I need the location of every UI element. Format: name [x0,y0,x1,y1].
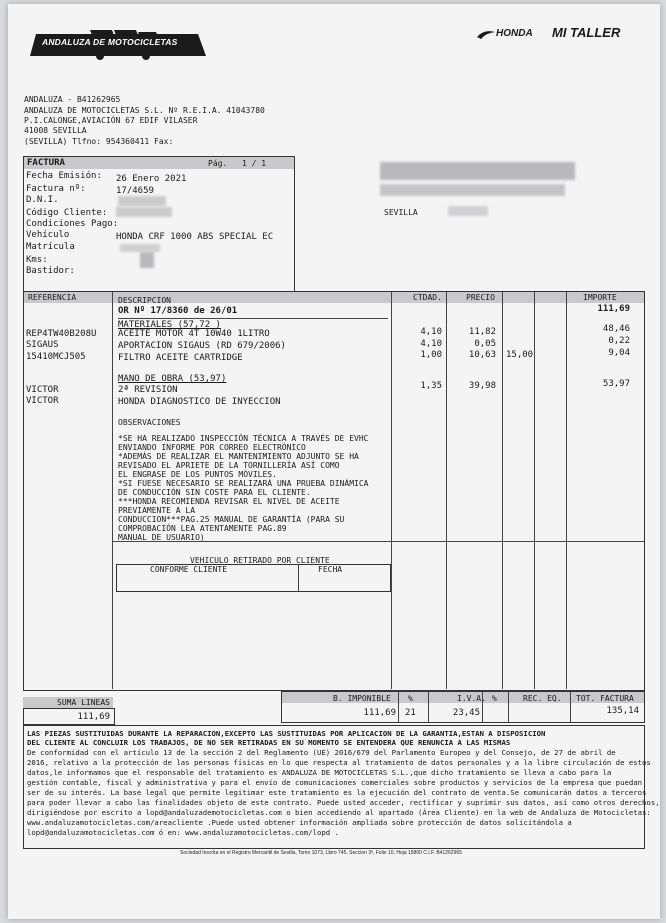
invoice-row-label: Condiciones Pago: [26,219,119,229]
items-table [23,291,645,691]
column-divider [534,292,535,689]
observacion-line: ENVIANDO INFORME POR CORREO ELECTRÓNICO [118,443,306,452]
legal-line: datos,le informamos que el responsable del tratamiento es ANDALUZA DE MOTOCICLETAS S.L.,que dicho tratamiento se lleva a cabo para la [27,768,612,777]
header-descripcion: DESCRIPCION [118,296,171,305]
page-label: Pág. [208,159,228,168]
line-discount: 15,00 [506,350,534,360]
fecha-label: FECHA [318,565,343,574]
legal-line: lopd@andaluzamotocicletas.com ó en: www.andaluzamotocicletas.com/lopd . [27,828,339,837]
legal-line: 2016, relativo a la protección de las personas físicas en lo que respecta al tratamiento de datos personales y a la libre circulación de estos [27,758,651,767]
labor-price: 39,98 [468,381,496,391]
observaciones-label: OBSERVACIONES [118,418,181,427]
signature-divider [298,564,299,591]
observacion-line: ***HONDA RECOMIENDA REVISAR EL NIVEL DE ACEITE [118,497,340,506]
legal-line: www.andaluzamotocicletas.com/areacliente .Puede usted obtener información ampliada sobre protección de datos solicitándola a [27,818,572,827]
iva-value: 23,45 [452,708,480,718]
page-value: 1 / 1 [242,159,267,168]
invoice-row-label: Factura nº: [26,184,86,194]
labor-ref: VICTOR [26,385,59,395]
rec-label: REC. EQ. [523,694,562,703]
observacion-line: *SE HA REALIZADO INSPECCIÓN TÉCNICA A TRAVÉS DE EVHC [118,434,369,443]
observacion-line: COMPROBACIÓN LEA ATENTAMENTE PAG.89 [118,524,287,533]
line-ref: REP4TW40B208U [26,329,97,339]
suma-label: SUMA LINEAS [57,698,110,707]
labor-amount: 53,97 [602,379,630,389]
labor-desc: 2ª REVISION [118,385,178,395]
totals-divider [508,692,509,722]
pct-label: % [408,694,413,703]
legal-line: DEL CLIENTE AL CONCLUIR LOS TRABAJOS, DE NO SER RETIRADAS EN SU MOMENTO SE ENTENDERA QUE RENUNCIA A LAS MISMAS [27,738,511,747]
vehicle-value: HONDA CRF 1000 ABS SPECIAL EC [116,232,274,242]
base-value: 111,69 [363,708,396,718]
or-total: 111,69 [597,304,630,314]
conforme-label: CONFORME CLIENTE [150,565,228,574]
line-qty: 4,10 [420,339,442,349]
column-divider [391,292,392,689]
line-qty: 4,10 [420,327,442,337]
legal-line: para poder llevar a cabo las finalidades objeto de este contrato. Puede usted acceder, rectificar y suprimir sus datos, así como otros derechos, [27,798,660,807]
or-underline [118,318,388,319]
redacted-client-code [116,207,172,217]
line-desc: APORTACION SIGAUS (RD 679/2006) [118,341,286,351]
legal-line: gestión contable, fiscal y administrativa y para el envío de comunicaciones comerciales sobre productos y servicios de la empresa que puedan [27,778,643,787]
invoice-row-label: Código Cliente: [26,208,108,218]
total-label: TOT. FACTURA [576,694,634,703]
logo-text: ANDALUZA DE MOTOCICLETAS [42,37,178,47]
honda-mi-taller-logo [476,25,636,41]
invoice-row-label: Kms: [26,255,48,265]
signature-divider [112,541,644,542]
line-amount: 48,46 [602,324,630,334]
observacion-line: EL ENGRASE DE LOS PUNTOS MÓVILES. [118,470,277,479]
or-line: OR Nº 17/8360 de 26/01 [118,306,238,316]
line-desc: ACEITE MOTOR 4T 10W40 1LITRO [118,329,270,339]
base-label: B. IMPONIBLE [333,694,391,703]
legal-line: dirigiéndose por escrito a lopd@andaluzademotocicletas.com o bien accediendo al apartado (Área Cliente) en la web de Andaluza de Motocicletas: [27,808,651,817]
line-amount: 9,04 [608,348,630,358]
observacion-line: *SI FUESE NECESARIO SE REALIZARÁ UNA PRUEBA DINÁMICA [118,479,369,488]
totals-divider [428,692,429,722]
items-table-header [24,292,644,303]
company-line-5: (SEVILLA) Tlfno: 954360411 Fax: [24,137,174,146]
totals-divider [398,692,399,722]
redacted-dni [118,196,166,206]
legal-line: ser de su interés. La base legal que permite legitimar este tratamiento es la ejecución del contrato de venta.Se comunicarán datos a terceros [27,788,647,797]
iva-label: I.V.A. [457,694,486,703]
total-value: 135,14 [606,706,639,716]
header-ctdad: CTDAD. [413,293,442,302]
line-ref: 15410MCJ505 [26,352,86,362]
legal-line: De conformidad con el artículo 13 de la sección 2 del Reglamento (UE) 2016/679 del Parlamento Europeo y del Consejo, de 27 de abril de [27,748,616,757]
observacion-line: CONDUCCION***PAG.25 MANUAL DE GARANTÍA (PARA SU [118,515,345,524]
header-precio: PRECIO [466,293,495,302]
mi-taller-text: MI TALLER [552,25,621,40]
company-line-3: P.I.CALONGE,AVIACIÓN 67 EDIF VILASER [24,116,198,125]
column-divider [446,292,447,689]
redacted-client-address [380,184,565,196]
observacion-line: REVISADO EL APRIETE DE LA TORNILLERÍA ASÍ COMO [118,461,340,470]
materiales-label: MATERIALES (57,72 ) [118,320,221,330]
redacted-kms [140,252,154,268]
invoice-number: 17/4659 [116,186,154,196]
redacted-plate [120,244,160,252]
pct2-label: % [492,694,497,703]
header-referencia: REFERENCIA [28,293,77,302]
invoice-page [8,4,660,919]
observacion-line: *ADEMÁS DE REALIZAR EL MANTENIMIENTO ADJUNTO SE HA [118,452,359,461]
registry-footer: Sociedad Inscrita en el Registro Mercantil de Sevilla, Tomo 1073, Libro 745, Seccion 3ª, Folio 10, Hoja 15800 C.I.F. B41262965 [180,850,462,856]
redacted-client-postal [448,206,488,216]
invoice-row-label: Fecha Emisión: [26,171,102,181]
labor-desc: HONDA DIAGNOSTICO DE INYECCION [118,397,281,407]
invoice-row-label: Bastidor: [26,266,75,276]
company-line-1: ANDALUZA - B41262965 [24,95,121,104]
line-price: 11,82 [468,327,496,337]
observacion-line: PREVIAMENTE A LA [118,506,196,515]
legal-line: LAS PIEZAS SUSTITUIDAS DURANTE LA REPARACION,EXCEPTO LAS SUSTITUIDAS POR APLICACION DE LA GARANTIA,ESTAN A DISPOSICION [27,729,546,738]
labor-qty: 1,35 [420,381,442,391]
column-divider [566,292,567,689]
line-qty: 1,00 [420,350,442,360]
line-price: 10,63 [468,350,496,360]
labor-ref: VICTOR [26,396,59,406]
retirado-label: VEHICULO RETIRADO POR CLIENTE [190,556,330,565]
invoice-row-label: D.N.I. [26,195,59,205]
suma-value: 111,69 [77,712,110,722]
column-divider [502,292,503,689]
mano-obra-label: MANO DE OBRA (53,97) [118,374,227,384]
header-importe: IMPORTE [583,293,617,302]
invoice-title: FACTURA [27,158,65,168]
line-price: 0,05 [474,339,496,349]
column-divider [112,292,113,689]
client-city: SEVILLA [384,208,418,217]
company-line-2: ANDALUZA DE MOTOCICLETAS S.L. Nº R.E.I.A. 41043780 [24,106,265,115]
line-desc: FILTRO ACEITE CARTRIDGE [118,353,243,363]
line-ref: SIGAUS [26,340,59,350]
andaluza-logo [30,26,210,60]
invoice-row-label: Matrícula [26,242,75,252]
observacion-line: MANUAL DE USUARIO) [118,533,205,542]
invoice-row-label: Vehículo [26,230,70,240]
redacted-client-name [380,162,575,180]
pct-value: 21 [405,708,416,718]
company-line-4: 41008 SEVILLA [24,126,87,135]
honda-brand: HONDA [496,28,533,39]
observacion-line: DE CONDUCCIÓN SIN COSTE PARA EL CLIENTE. [118,488,311,497]
line-amount: 0,22 [608,336,630,346]
totals-divider [570,692,571,722]
invoice-date: 26 Enero 2021 [116,174,187,184]
honda-wing-icon [476,28,496,40]
